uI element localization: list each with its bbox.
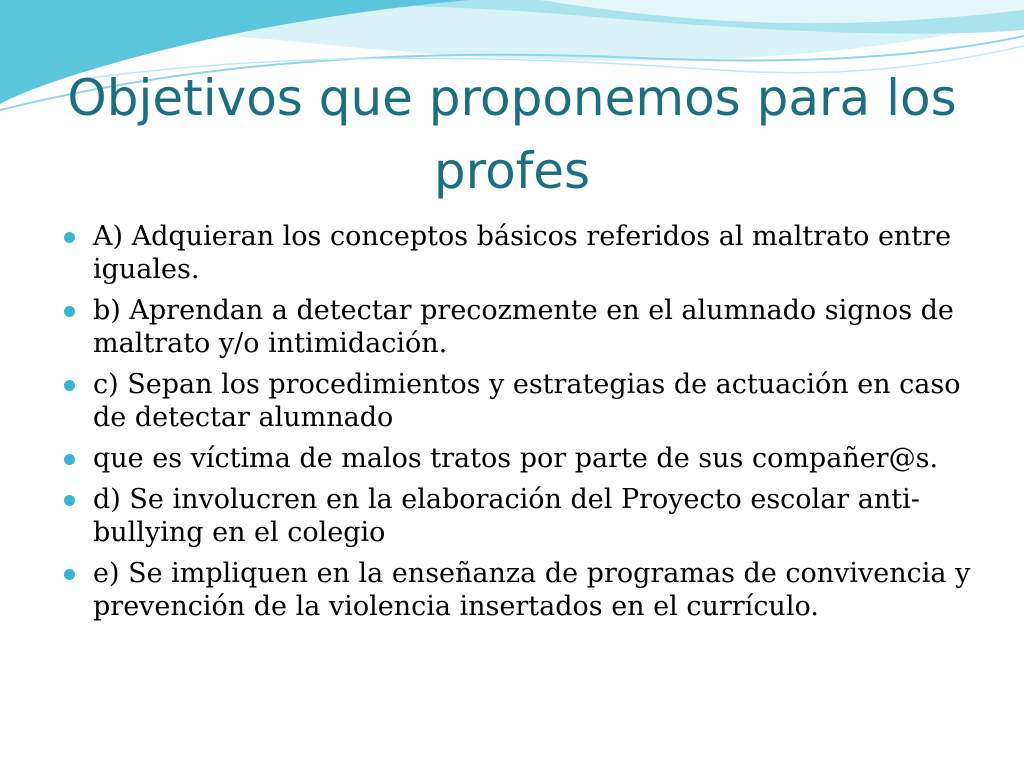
bullet-icon [64, 569, 75, 580]
bullet-list [62, 220, 982, 631]
bullet-icon [64, 306, 75, 317]
bullet-icon [64, 232, 75, 243]
bullet-text: que es víctima de malos tratos por parte de sus compañer@s. [93, 443, 939, 474]
bullet-icon [64, 495, 75, 506]
bullet-icon [64, 380, 75, 391]
list-item [62, 368, 982, 434]
list-item [62, 442, 982, 475]
bullet-icon [64, 454, 75, 465]
list-item [62, 557, 982, 623]
bullet-text: d) Se involucren en la elaboración del Proyecto escolar anti-bullying en el colegio [93, 484, 920, 548]
list-item [62, 294, 982, 360]
slide-title: Objetivos que proponemos para los profes [67, 69, 957, 200]
bullet-text: e) Se impliquen en la enseñanza de programas de convivencia y prevención de la violencia insertados en el currículo. [93, 558, 971, 622]
bullet-text: b) Aprendan a detectar precozmente en el alumnado signos de maltrato y/o intimidación. [93, 295, 954, 359]
list-item [62, 220, 982, 286]
bullet-text: A) Adquieran los conceptos básicos referidos al maltrato entre iguales. [93, 221, 952, 285]
list-item [62, 483, 982, 549]
bullet-text: c) Sepan los procedimientos y estrategias de actuación en caso de detectar alumnado [93, 369, 961, 433]
